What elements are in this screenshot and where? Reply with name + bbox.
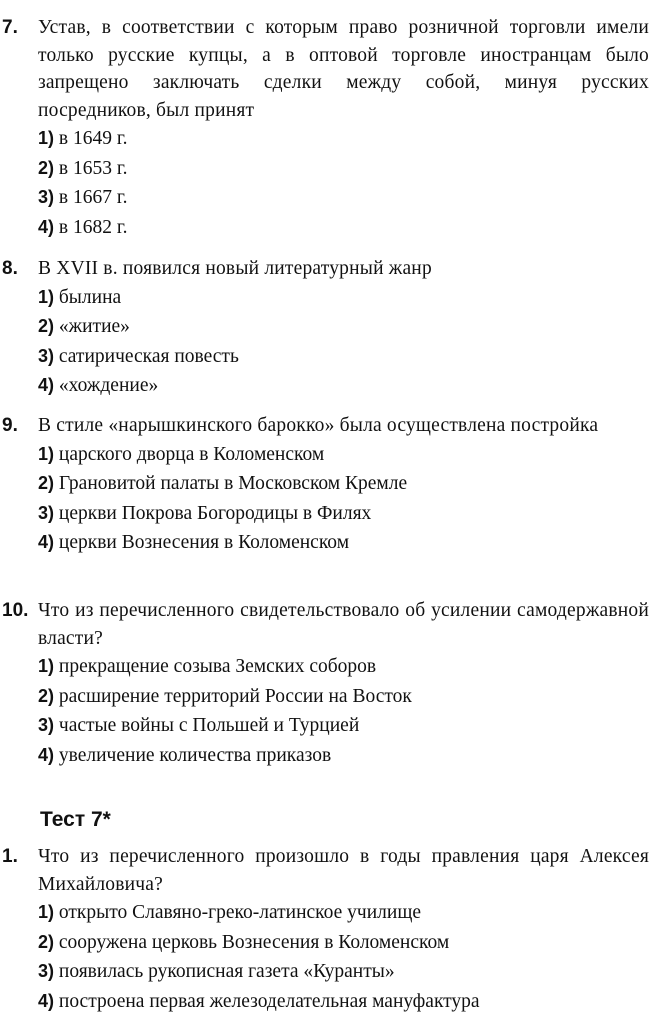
option-number: 4) [38, 532, 55, 552]
question-text: Что из перечисленного произошло в годы правления царя Алексея Михайловича? [38, 846, 649, 895]
option-number: 4) [38, 216, 55, 237]
answer-option [38, 987, 657, 1017]
question-text: Что из перечисленного свидетельствовало об усилении самодержавной власти? [38, 600, 649, 649]
option-number: 3) [38, 502, 55, 523]
option-number: 4) [38, 990, 55, 1011]
option-number: 2) [38, 473, 55, 493]
answer-option [38, 469, 657, 499]
answer-option [38, 928, 657, 958]
option-text: в 1682 г. [58, 216, 128, 238]
option-number: 3) [38, 187, 55, 207]
question-number: 9. [2, 415, 18, 436]
answer-option [38, 682, 657, 712]
answer-option [38, 898, 657, 928]
answer-option [38, 440, 657, 470]
option-text: сатирическая повесть [58, 345, 239, 367]
option-number: 2) [38, 157, 55, 178]
answer-option [38, 342, 657, 372]
option-text: построена первая железоделательная мануфактура [58, 990, 480, 1012]
option-number: 4) [38, 744, 55, 765]
question-number: 1. [2, 846, 18, 867]
answer-option [38, 154, 657, 184]
option-number: 4) [38, 375, 55, 395]
answer-option [38, 183, 657, 213]
option-number: 1) [38, 286, 55, 307]
answer-option [38, 711, 657, 741]
answer-option [38, 312, 657, 342]
option-text: появилась рукописная газета «Куранты» [58, 961, 395, 982]
option-text: царского дворца в Коломенском [58, 443, 325, 465]
option-number: 3) [38, 961, 55, 981]
test-heading: Тест 7* [40, 808, 111, 831]
option-text: «житие» [58, 316, 130, 337]
question-text: В XVII в. появился новый литературный жанр [38, 258, 432, 279]
question-text: Устав, в соответствии с которым право розничной торговли имели только русские купцы, а в оптовой торговле иностранцам было запрещено заключать сделки между собой, минуя русских посредников, был принят [38, 17, 649, 121]
option-number: 2) [38, 685, 55, 706]
option-text: церкви Покрова Богородицы в Филях [58, 502, 372, 524]
option-text: в 1667 г. [58, 187, 128, 208]
option-number: 1) [38, 656, 55, 676]
test-question-1 [0, 843, 657, 1016]
option-text: частые войны с Польшей и Турцией [58, 715, 360, 736]
answer-option [38, 283, 657, 313]
answer-option [38, 957, 657, 987]
option-number: 1) [38, 902, 55, 922]
option-number: 3) [38, 345, 55, 366]
question-10 [0, 597, 657, 770]
option-text: Грановитой палаты в Московском Кремле [58, 473, 408, 494]
answer-option [38, 499, 657, 529]
answer-option [38, 652, 657, 682]
option-text: былина [58, 286, 122, 308]
option-text: прекращение созыва Земских соборов [58, 656, 377, 677]
option-number: 1) [38, 128, 55, 148]
option-number: 3) [38, 715, 55, 735]
option-text: увеличение количества приказов [58, 744, 332, 766]
option-text: сооружена церковь Вознесения в Коломенском [58, 931, 450, 953]
question-number: 10. [2, 600, 29, 621]
option-text: церкви Вознесения в Коломенском [58, 532, 350, 553]
option-text: в 1649 г. [58, 128, 128, 149]
option-text: «хождение» [58, 375, 159, 396]
option-text: открыто Славяно-греко-латинское училище [58, 902, 422, 923]
question-number: 8. [2, 258, 18, 279]
option-text: расширение территорий России на Восток [58, 685, 412, 707]
option-number: 2) [38, 316, 55, 336]
option-number: 2) [38, 931, 55, 952]
answer-option [38, 371, 657, 401]
question-7 [0, 14, 657, 242]
answer-option [38, 213, 657, 243]
answer-option [38, 124, 657, 154]
option-text: в 1653 г. [58, 157, 128, 179]
question-9 [0, 412, 657, 558]
answer-option [38, 741, 657, 771]
question-text: В стиле «нарышкинского барокко» была осуществлена постройка [38, 415, 599, 436]
question-number: 7. [2, 17, 18, 38]
option-number: 1) [38, 443, 55, 464]
question-8 [0, 255, 657, 401]
answer-option [38, 528, 657, 558]
